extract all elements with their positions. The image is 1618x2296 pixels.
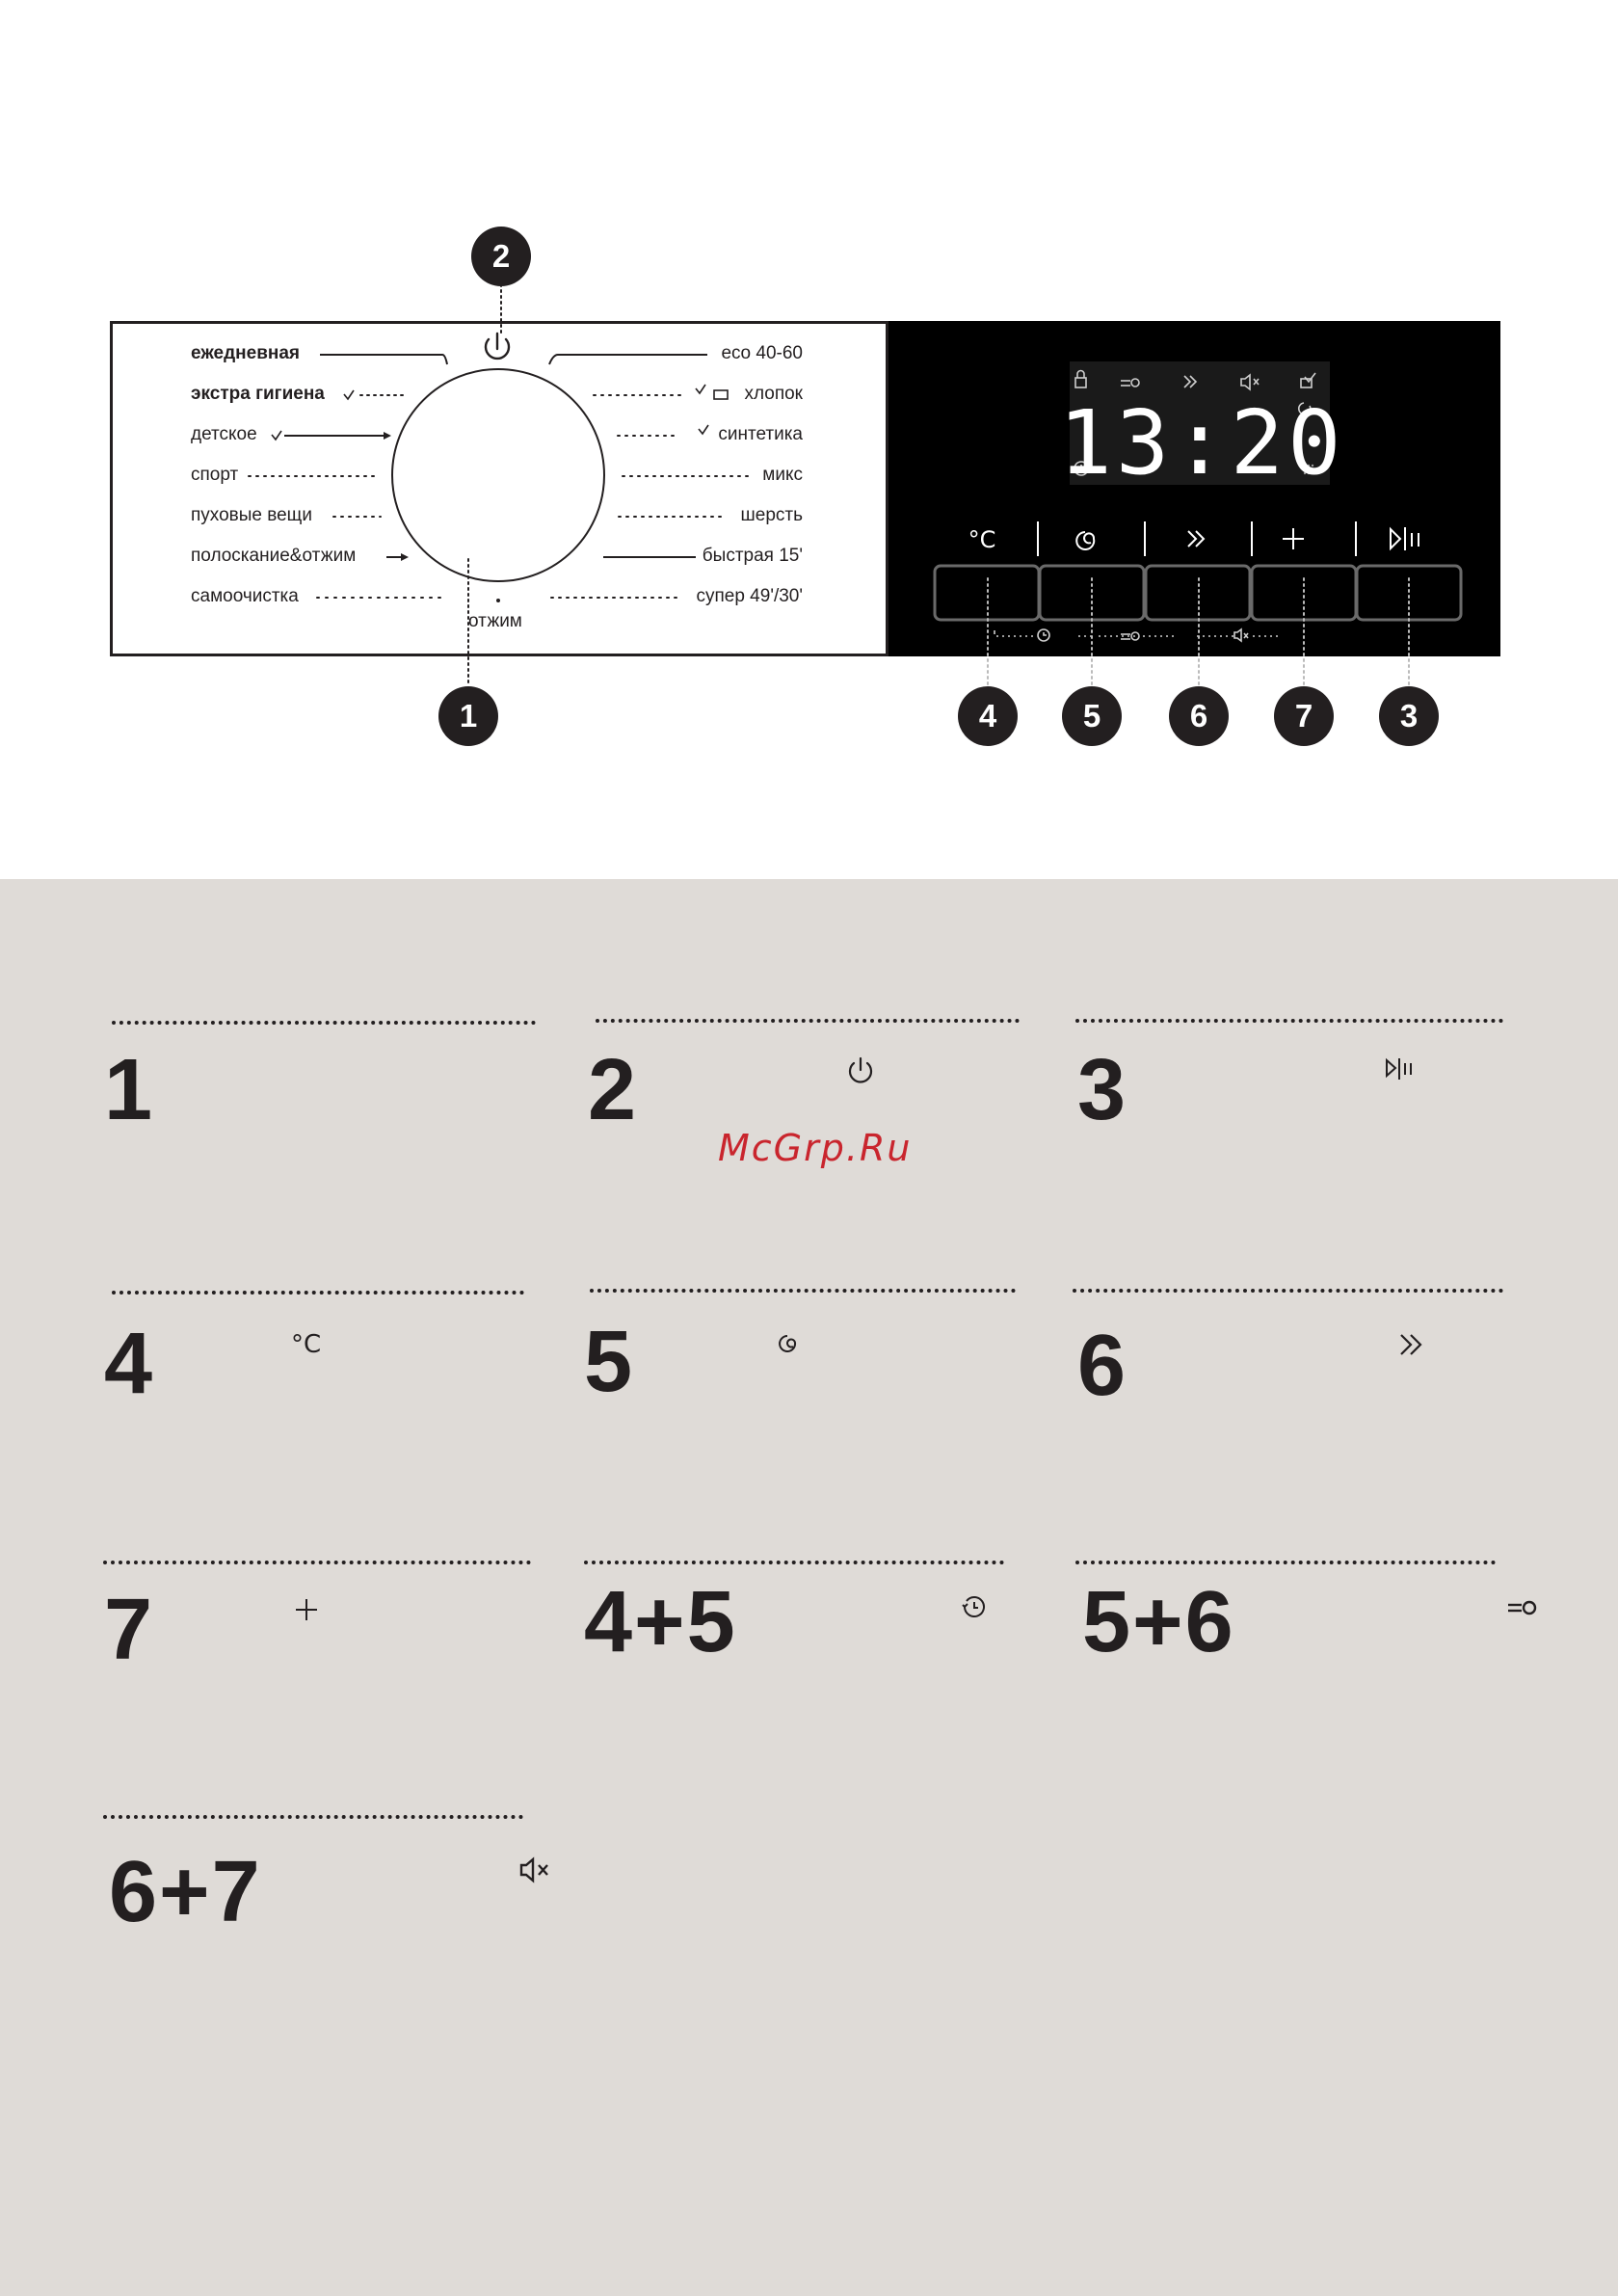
legend-section <box>0 879 1618 2296</box>
program-spin[interactable]: отжим <box>468 611 522 631</box>
program-eco[interactable]: eco 40-60 <box>721 343 803 363</box>
legend-key-1: 1 <box>104 1042 155 1138</box>
temperature-icon-label: °C <box>968 526 996 553</box>
watermark: McGrp.Ru <box>718 1127 913 1169</box>
callout-6: 6 <box>1169 686 1229 746</box>
legend-key-4: 4 <box>104 1316 155 1412</box>
divider <box>103 1815 523 1819</box>
program-super[interactable]: супер 49'/30' <box>696 586 803 606</box>
legend-key-5-6: 5+6 <box>1082 1574 1235 1670</box>
start-pause-icon <box>1384 1055 1419 1082</box>
program-extra-hygiene[interactable]: экстра гигиена <box>191 384 325 404</box>
mute-icon <box>518 1856 557 1885</box>
program-quick[interactable]: быстрая 15' <box>702 546 803 566</box>
program-daily[interactable]: ежедневная <box>191 343 301 363</box>
callout-1: 1 <box>438 686 498 746</box>
legend-key-3: 3 <box>1077 1042 1128 1138</box>
divider <box>1075 1561 1496 1564</box>
extra-rinse-icon <box>1397 1331 1428 1358</box>
program-mix[interactable]: микс <box>762 465 803 485</box>
spin-icon <box>775 1328 806 1359</box>
program-synthetic[interactable]: синтетика <box>718 424 803 444</box>
legend-key-5: 5 <box>584 1314 635 1410</box>
power-icon <box>845 1055 876 1086</box>
divider <box>112 1021 536 1025</box>
program-sport[interactable]: спорт <box>191 465 239 485</box>
program-wool[interactable]: шерсть <box>740 505 803 525</box>
program-rinse-spin[interactable]: полоскание&отжим <box>191 546 357 566</box>
child-lock-icon <box>1505 1595 1544 1622</box>
program-down[interactable]: пуховые вещи <box>191 505 312 525</box>
plus-icon <box>293 1596 320 1623</box>
callout-lines <box>0 0 1618 771</box>
callout-7: 7 <box>1274 686 1334 746</box>
divider <box>103 1561 531 1564</box>
callout-3: 3 <box>1379 686 1439 746</box>
divider <box>112 1291 524 1295</box>
legend-key-7: 7 <box>104 1582 155 1678</box>
display-time: 13:20 <box>1058 391 1345 494</box>
divider <box>1073 1289 1503 1293</box>
callout-5: 5 <box>1062 686 1122 746</box>
divider <box>1075 1019 1503 1023</box>
callout-4: 4 <box>958 686 1018 746</box>
callout-2: 2 <box>471 227 531 286</box>
delay-timer-icon <box>959 1592 990 1623</box>
program-kids[interactable]: детское <box>191 424 257 444</box>
divider <box>596 1019 1020 1023</box>
legend-key-6: 6 <box>1077 1318 1128 1414</box>
legend-key-6-7: 6+7 <box>109 1844 262 1940</box>
divider <box>584 1561 1004 1564</box>
legend-key-2: 2 <box>588 1042 639 1138</box>
divider <box>590 1289 1016 1293</box>
program-cotton[interactable]: хлопок <box>744 384 803 404</box>
legend-key-4-5: 4+5 <box>584 1574 737 1670</box>
program-self-clean[interactable]: самоочистка <box>191 586 299 606</box>
temperature-icon: °C <box>291 1330 322 1359</box>
